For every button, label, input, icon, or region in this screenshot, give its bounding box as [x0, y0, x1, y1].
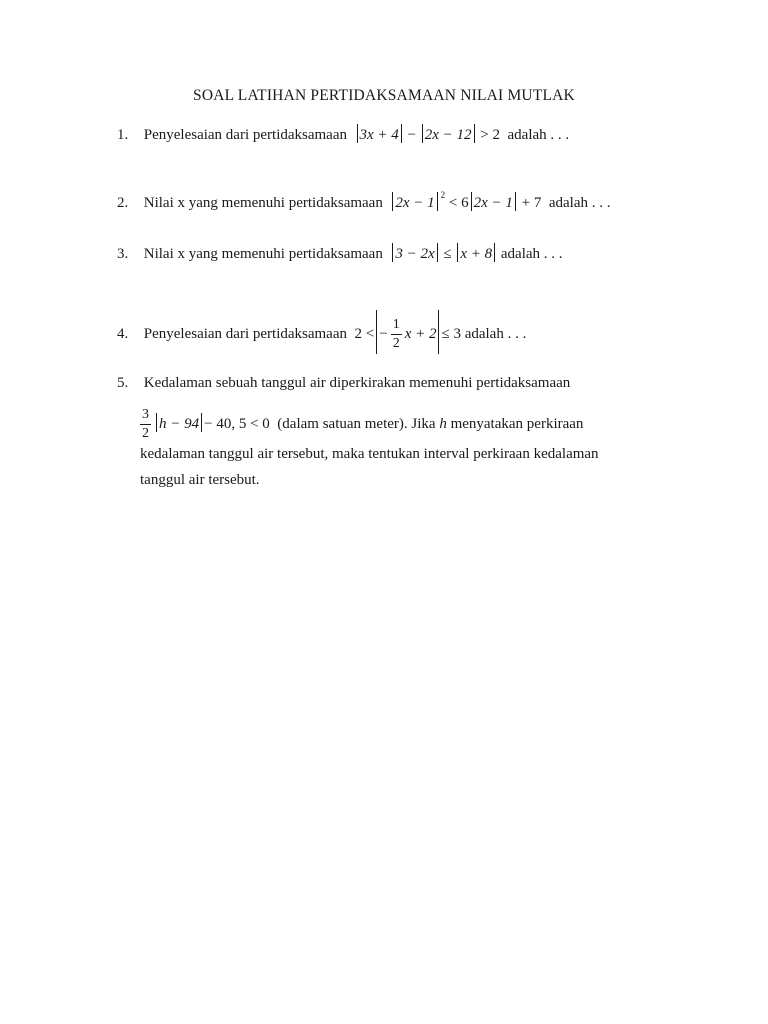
question-4 [117, 310, 526, 354]
abs-bar [156, 413, 157, 432]
question-text: menyatakan perkiraan [450, 415, 584, 432]
math-variable: h [439, 415, 447, 432]
math-expr: 2x − 1 [395, 195, 435, 211]
question-number: 2. [117, 195, 129, 211]
question-number: 3. [117, 246, 129, 262]
abs-bar [437, 243, 438, 262]
question-text: Kedalaman sebuah tanggul air diperkirakan memenuhi pertidaksamaan [143, 375, 571, 391]
abs-bar [392, 192, 393, 211]
abs-bar [201, 413, 202, 432]
math-op: > 2 [480, 127, 500, 143]
math-op: ≤ 3 [441, 326, 461, 342]
abs-bar [392, 243, 393, 262]
math-expr: x + 2 [404, 326, 437, 342]
question-text: (dalam satuan meter). Jika [277, 415, 436, 432]
abs-bar [474, 124, 475, 143]
question-suffix: adalah . . . [500, 246, 563, 262]
math-fraction [391, 316, 402, 353]
abs-bar [376, 310, 377, 354]
math-expr: 3x + 4 [359, 127, 399, 143]
fraction-numerator: 1 [391, 316, 402, 335]
math-op: ≤ [443, 246, 452, 262]
math-expr: 2x − 12 [424, 127, 472, 143]
question-text: Nilai x yang memenuhi pertidaksamaan [143, 195, 383, 211]
abs-bar [401, 124, 402, 143]
page-title: SOAL LATIHAN PERTIDAKSAMAAN NILAI MUTLAK [193, 87, 575, 104]
abs-bar [437, 192, 438, 211]
math-expr: h − 94 [159, 415, 200, 432]
question-1 [117, 124, 569, 145]
math-exponent: 2 [440, 190, 446, 200]
abs-bar [494, 243, 495, 262]
question-suffix: adalah . . . [464, 326, 527, 342]
fraction-numerator: 3 [140, 406, 151, 425]
question-text: Nilai x yang memenuhi pertidaksamaan [143, 246, 383, 262]
math-op: + 7 [521, 195, 542, 211]
math-expr: 3 − 2x [395, 246, 435, 262]
question-number: 4. [117, 326, 129, 342]
question-5 [117, 373, 570, 393]
question-text: Penyelesaian dari pertidaksamaan [143, 326, 347, 342]
question-suffix: adalah . . . [507, 127, 570, 143]
question-5-line-2 [140, 406, 583, 443]
abs-bar [471, 192, 472, 211]
question-5-line-4: tanggul air tersebut. [140, 472, 260, 488]
question-number: 1. [117, 127, 129, 143]
math-expr: x + 8 [460, 246, 493, 262]
math-op: − 40, 5 < 0 [204, 415, 270, 432]
question-2 [117, 185, 610, 213]
math-op: − [379, 326, 388, 342]
math-op: − [407, 127, 416, 143]
question-suffix: adalah . . . [548, 195, 611, 211]
abs-bar [457, 243, 458, 262]
question-5-line-3: kedalaman tanggul air tersebut, maka tentukan interval perkiraan kedalaman [140, 446, 599, 462]
fraction-denominator: 2 [392, 336, 400, 352]
abs-bar [422, 124, 423, 143]
question-text: Penyelesaian dari pertidaksamaan [143, 127, 347, 143]
math-fraction [140, 406, 151, 443]
abs-bar [357, 124, 358, 143]
math-expr: 2x − 1 [473, 195, 513, 211]
abs-bar [438, 310, 439, 354]
fraction-denominator: 2 [142, 426, 149, 441]
question-number: 5. [117, 375, 129, 391]
math-op: < 6 [448, 195, 469, 211]
question-3 [117, 243, 563, 264]
abs-bar [515, 192, 516, 211]
math-op: 2 < [354, 326, 375, 342]
